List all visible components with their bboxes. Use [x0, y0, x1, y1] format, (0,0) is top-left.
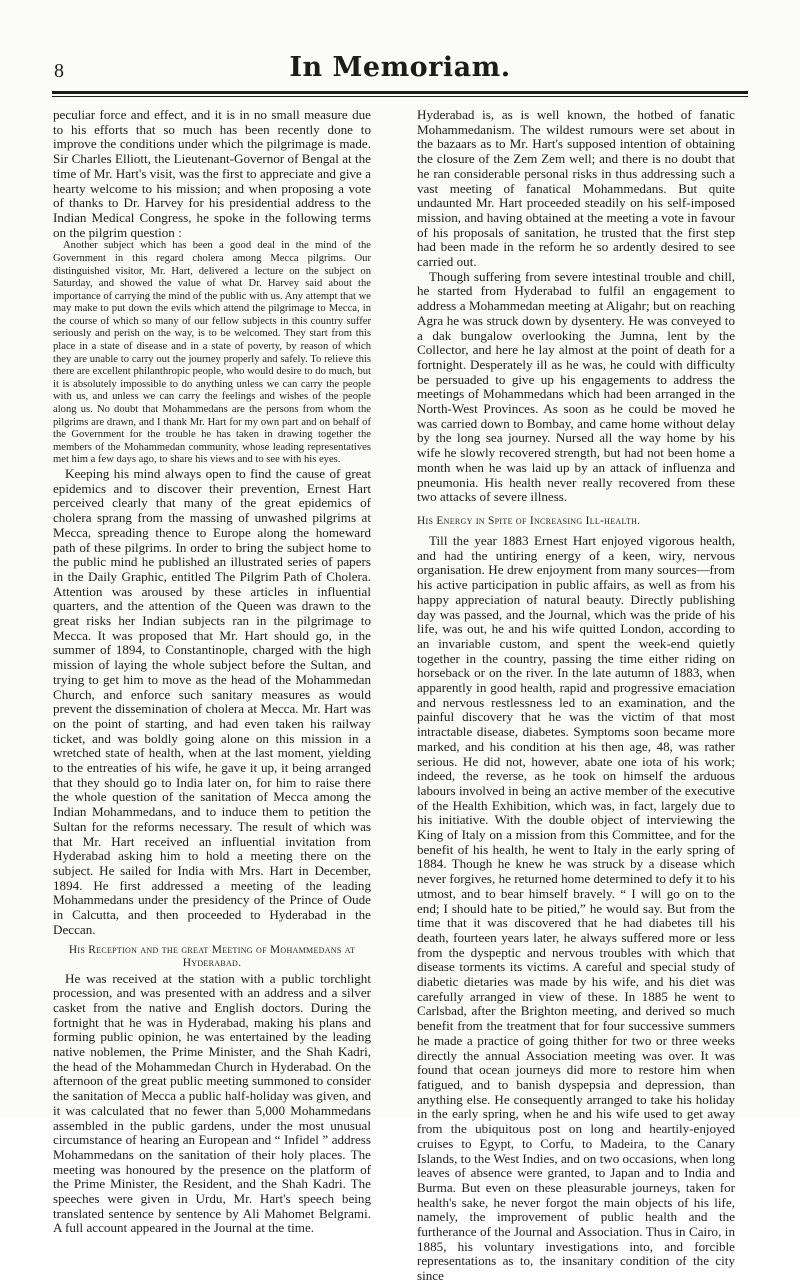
- page-number: 8: [54, 60, 64, 82]
- left-column: [53, 108, 371, 1236]
- paragraph: Till the year 1883 Ernest Hart enjoyed vigorous health, and had the untiring energy of a keen, wiry, nervous organisation. He drew enjoyment from many sources—from his active participation in public affairs, as well as from his happy appreciation of natural beauty. Directly publishing day was passed, and the Journal, which was the pride of his life, was out, he and his wife quitted London, according to an invariable custom, and spent the week-end quietly together in the country, passing the time either riding on horseback or on the river. In the late autumn of 1883, when apparently in good health, rapid and progressive emaciation and nervous restlessness led to an examination, and the painful discovery that he was the victim of that most intractable disease, diabetes. Symptoms soon became more marked, and his condition at his then age, 48, was rather serious. He did not, however, abate one iota of his work; indeed, the reverse, as he took on himself the arduous labours involved in being an active member of the executive of the Health Exhibition, which was, in fact, largely due to his initiative. With the double object of interviewing the King of Italy on a mission from this Committee, and for the benefit of his health, he went to Italy in the early spring of 1884. Though he knew he was struck by a disease which never forgives, he returned home determined to defy it to his utmost, and to bear himself bravely. “ I will go on to the end; I should hate to be pitied,” he would say. But from the time that it was discovered that he had diabetes till his death, fourteen years later, he always suffered more or less from the dyspeptic and nervous troubles with which that disease torments its victims. A careful and special study of diabetic dietaries was made by his wife, and his diet was carefully arranged in view of these. In 1885 he went to Carlsbad, after the Brighton meeting, and derived so much benefit from the treatment that for four successive summers he made a practice of going thither for two or three weeks directly the annual Association meeting was over. It was found that ocean journeys did more to restore him when fatigued, and to banish dyspepsia and depression, than anything else. He consequently arranged to take his holiday in the early spring, when he and his wife used to get away from the ubiquitous post on long and heartily-enjoyed cruises to Egypt, to Corfu, to Madeira, to the Canary Islands, to the West Indies, and on two occasions, when long leaves of absence were granted, to Japan and to India and Burma. But even on these pleasurable journeys, taken for health's sake, he never forgot the main objects of his life, namely, the improvement of public health and the furtherance of the Journal and Association. Thus in Cairo, in 1885, his voluntary investigations into, and forcible representations as to, the insanitary condition of the city since: [417, 532, 735, 1284]
- block-quote: Another subject which has been a good deal in the mind of the Government in this regard cholera among Mecca pilgrims. Our distinguished visitor, Mr. Hart, delivered a lecture on the subject on Saturday, and showed the value of what Dr. Harvey said about the importance of carrying the mind of the public with us. Any attempt that we may make to put down the evils which attend the pilgrimage to Mecca, in the course of which so many of our fellow subjects in this country suffer seriously and perish on the way, is to be welcomed. They start from this place in a state of disease and in a state of poverty, by reason of which they are unable to carry out the journey properly and safely. To relieve this there are excellent philanthropic people, who would desire to do much, but it is absolutely impossible to do anything unless we can carry the people with us, and unless we can carry the feelings and wishes of the people along us. No doubt that Mohammedans are the persons from whom the pilgrims are drawn, and I thank Mr. Hart for my own part and on behalf of the Government for the trouble he has taken in drawing together the members of the Mohammedan community, whose leading representatives met him a few days ago, to share his views and to see with his eyes.: [53, 240, 371, 466]
- paragraph: Though suffering from severe intestinal trouble and chill, he started from Hyderabad to fulfil an engagement to address a Mohammedan meeting at Aligahr; but on reaching Agra he was struck down by dysentery. He was conveyed to a dak bungalow overlooking the Jumna, lent by the Collector, and here he lay almost at the point of death for a fortnight. Desperately ill as he was, he could with difficulty be persuaded to give up his engagements to address the meetings of Mohammedans which had been arranged in the North-West Provinces. As soon as he could be moved he was carried down to Bombay, and came home without delay by the long sea journey. Nursed all the way home by his wife he slowly recovered strength, but had not been home a month when he was laid up by an attack of influenza and pneumonia. His health never really recovered from these two attacks of severe illness.: [417, 268, 735, 505]
- paragraph: Hyderabad is, as is well known, the hotbed of fanatic Mohammedanism. The wildest rumours were set about in the bazaars as to Mr. Hart's supposed intention of obtaining the closure of the Zem Zem well; and there is no doubt that he ran considerable personal risks in thus addressing such a vast meeting of fanatical Mohammedans. But quite undaunted Mr. Hart proceeded steadily on his self-imposed mission, and having obtained at the meeting a vote in favour of his proposals of sanitation, he trusted that the first step had been made in the reform he so ardently desired to see carried out.: [417, 107, 735, 270]
- header-rule-thick: [52, 91, 748, 94]
- paragraph: He was received at the station with a public torchlight procession, and was presented with an address and a silver casket from the native and English doctors. During the fortnight that he was in Hyderabad, making his plans and forming public opinion, he was entertained by the leading native noblemen, the Prime Minister, and the Shah Kadri, the head of the Mohammedan Church in Hyderabad. On the afternoon of the great public meeting summoned to consider the sanitation of Mecca a public half-holiday was given, and it was calculated that no fewer than 5,000 Mohammedans assembled in the public gardens, under the most unusual circumstance of hearing an European and “ Infidel ” address Mohammedans on the sanitation of their holy places. The meeting was honoured by the presence on the platform of the Prime Minister, the Resident, and the Shah Kadri. The speeches were given in Urdu, Mr. Hart's speech being translated sentence by sentence by Ali Mahomet Belgrami. A full account appeared in the Journal at the time.: [53, 970, 371, 1236]
- section-heading: His Energy in Spite of Increasing Ill-health.: [417, 514, 641, 527]
- paragraph: Keeping his mind always open to find the cause of great epidemics and to discover their prevention, Ernest Hart perceived clearly that many of the great epidemics of cholera sprang from the massing of unwashed pilgrims at Mecca, spreading thence to Europe along the homeward path of these pilgrims. In order to bring the subject home to the public mind he published an illustrated series of papers in the Daily Graphic, entitled The Pilgrim Path of Cholera. Attention was aroused by these articles in influential quarters, and the attention of the Queen was drawn to the great risks her Indian subjects ran in the pilgrimage to Mecca. It was proposed that Mr. Hart should go, in the summer of 1894, to Constantinople, charged with the high mission of laying the whole subject before the Sultan, and trying to get him to move as the head of the Mohammedan Church, and enforce such sanitary measures as would prevent the dissemination of cholera at Mecca. Mr. Hart was on the point of starting, and had even taken his railway ticket, and was boldly going alone on this mission in a wretched state of health, when at the last moment, yielding to the entreaties of his wife, he gave it up, it being arranged that they should go to India later on, for him to raise there the whole question of the sanitation of Mecca among the Indian Mohammedans, and to induce them to petition the Sultan for the reforms necessary. The result of which was that Mr. Hart received an influential invitation from Hyderabad asking him to hold a meeting there on the subject. He sailed for India with Mrs. Hart in December, 1894. He first addressed a meeting of the leading Mohammedans under the presidency of the Prince of Oude in Calcutta, and then proceeded to Hyderabad in the Deccan.: [53, 466, 371, 937]
- paragraph: peculiar force and effect, and it is in no small measure due to his efforts that so much has been recently done to improve the conditions under which the pilgrimage is made. Sir Charles Elliott, the Lieutenant-Governor of Bengal at the time of Mr. Hart's visit, was the first to appreciate and give a hearty welcome to his mission; and when proposing a vote of thanks to Dr. Harvey for his presidential address to the Indian Medical Congress, he spoke in the following terms on the pilgrim question :: [53, 107, 371, 240]
- right-column: [417, 108, 735, 1284]
- section-heading: His Reception and the great Meeting of Mohammedans at Hyderabad.: [68, 943, 356, 969]
- header-rule-thin: [52, 96, 748, 97]
- running-title: In Memoriam.: [289, 52, 511, 83]
